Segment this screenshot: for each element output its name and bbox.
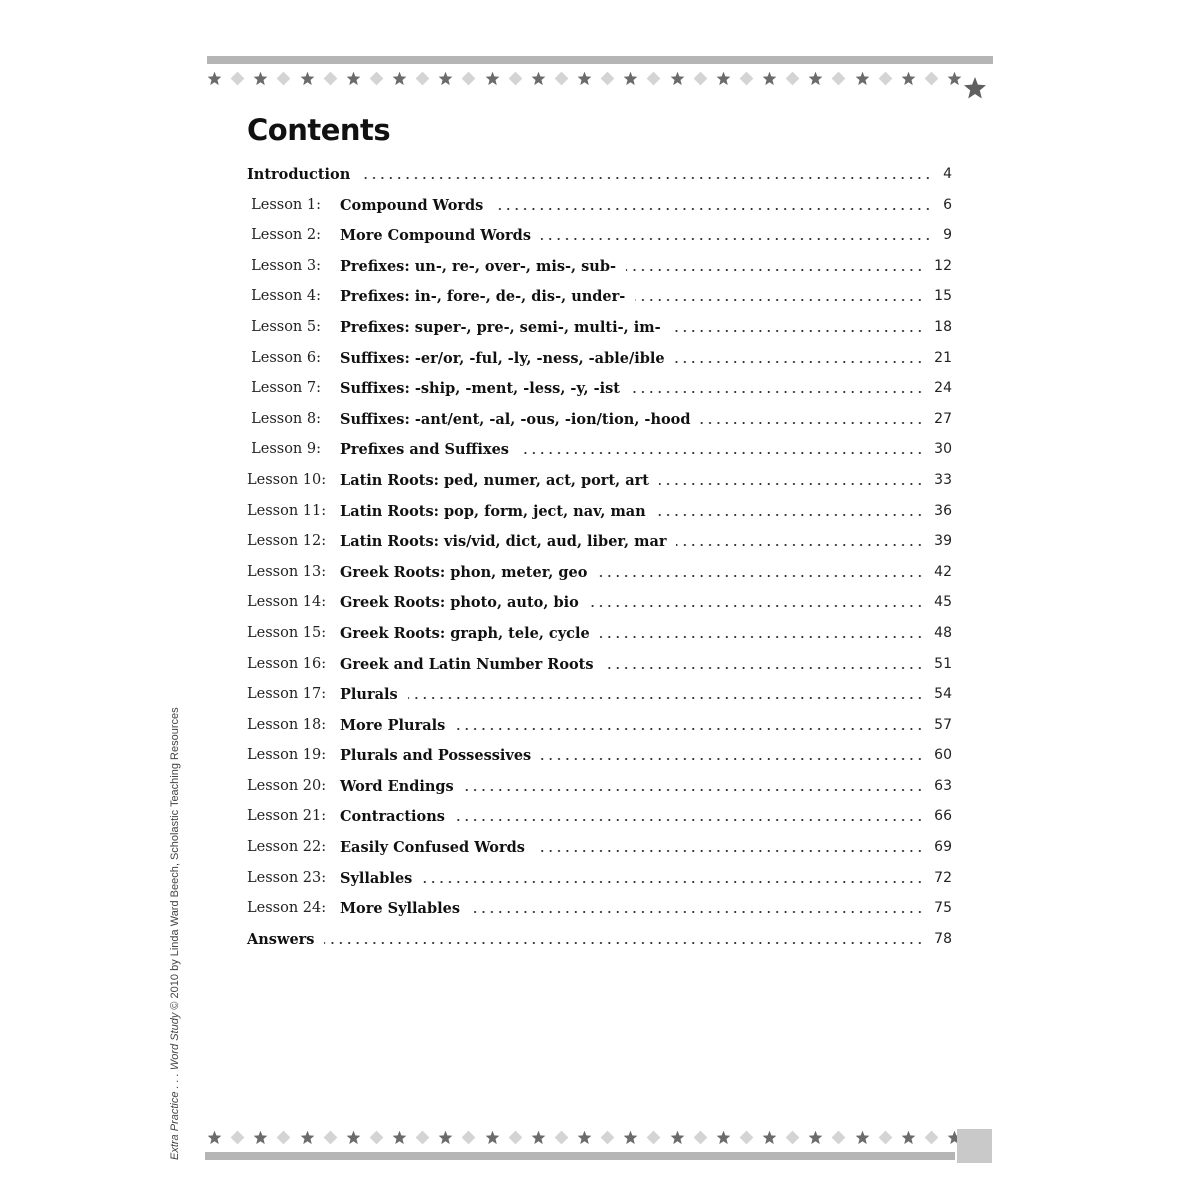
diamond-icon	[739, 1130, 754, 1145]
star-icon	[531, 1130, 546, 1145]
toc-entry-page: 33	[930, 472, 952, 488]
toc-entry-title: Prefixes and Suffixes	[340, 441, 515, 458]
lesson-number: Lesson 2:	[251, 227, 321, 244]
dot-leader	[659, 482, 924, 486]
lesson-number: Lesson 24:	[247, 900, 327, 917]
star-icon	[762, 71, 777, 86]
star-icon	[253, 71, 268, 86]
toc-entry-title: Latin Roots: vis/vid, dict, aud, liber, mar	[340, 533, 672, 550]
toc-entry-title: Answers	[247, 931, 320, 948]
diamond-icon	[693, 1130, 708, 1145]
toc-entry-title: Plurals and Possessives	[340, 747, 537, 764]
toc-entry-page: 48	[930, 625, 952, 641]
copyright-credit	[169, 707, 181, 1160]
star-icon	[207, 71, 222, 86]
toc-entry-title: Suffixes: -er/or, -ful, -ly, -ness, -able/ible	[340, 350, 671, 367]
lesson-number: Lesson 23:	[247, 869, 327, 886]
diamond-icon	[646, 1130, 661, 1145]
toc-entry-lesson	[247, 374, 952, 405]
diamond-icon	[831, 71, 846, 86]
star-icon	[623, 71, 638, 86]
dot-leader	[597, 574, 924, 578]
toc-entry-title: Prefixes: un-, re-, over-, mis-, sub-	[340, 258, 622, 275]
dot-leader	[604, 666, 924, 670]
toc-entry-lesson	[247, 619, 952, 650]
toc-entry-lesson	[247, 497, 952, 528]
diamond-icon	[600, 71, 615, 86]
toc-entry-page: 24	[930, 380, 952, 396]
dot-leader	[675, 360, 924, 364]
toc-entry-lesson	[247, 435, 952, 466]
dot-leader	[671, 329, 924, 333]
top-star-border	[207, 67, 962, 89]
star-icon	[392, 71, 407, 86]
star-icon	[762, 1130, 777, 1145]
toc-entry-page: 72	[930, 870, 952, 886]
lesson-number: Lesson 8:	[251, 410, 321, 427]
dot-leader	[324, 941, 924, 945]
diamond-icon	[785, 71, 800, 86]
dot-leader	[630, 390, 924, 394]
toc-entry-title: Prefixes: super-, pre-, semi-, multi-, im-	[340, 319, 667, 336]
toc-entry-page: 18	[930, 319, 952, 335]
diamond-icon	[461, 1130, 476, 1145]
dot-leader	[635, 298, 924, 302]
toc-entry-lesson	[247, 864, 952, 895]
diamond-icon	[831, 1130, 846, 1145]
toc-entry-page: 45	[930, 594, 952, 610]
diamond-icon	[554, 71, 569, 86]
star-icon	[253, 1130, 268, 1145]
lesson-number: Lesson 4:	[251, 288, 321, 305]
dot-leader	[455, 818, 924, 822]
toc-entry-title: Greek Roots: phon, meter, geo	[340, 564, 593, 581]
diamond-icon	[415, 1130, 430, 1145]
star-icon	[716, 1130, 731, 1145]
toc-entry-title: Word Endings	[340, 778, 460, 795]
toc-entry-lesson	[247, 191, 952, 222]
diamond-icon	[600, 1130, 615, 1145]
credit-rest: © 2010 by Linda Ward Beech, Scholastic Teaching Resources	[169, 707, 181, 1013]
star-icon	[392, 1130, 407, 1145]
diamond-icon	[878, 71, 893, 86]
star-icon	[300, 1130, 315, 1145]
dot-leader	[541, 237, 932, 241]
diamond-icon	[415, 71, 430, 86]
toc-entry-page: 6	[939, 197, 952, 213]
dot-leader	[626, 268, 924, 272]
toc-entry-lesson	[247, 802, 952, 833]
toc-entry-title: Introduction	[247, 166, 356, 183]
dot-leader	[422, 880, 924, 884]
toc-entry-lesson	[247, 680, 952, 711]
lesson-number: Lesson 14:	[247, 594, 327, 611]
lesson-number: Lesson 22:	[247, 839, 327, 856]
toc-entry-lesson	[247, 313, 952, 344]
toc-entry-lesson	[247, 894, 952, 925]
star-icon	[855, 1130, 870, 1145]
toc-entry-title: Latin Roots: pop, form, ject, nav, man	[340, 503, 652, 520]
lesson-number: Lesson 13:	[247, 563, 327, 580]
toc-entry-lesson	[247, 282, 952, 313]
star-icon	[716, 71, 731, 86]
toc-entry-page: 75	[930, 900, 952, 916]
star-icon	[438, 1130, 453, 1145]
toc-entry-lesson	[247, 558, 952, 589]
toc-entry-lesson	[247, 650, 952, 681]
diamond-icon	[323, 71, 338, 86]
star-icon	[623, 1130, 638, 1145]
toc-entry-page: 63	[930, 778, 952, 794]
toc-entry-lesson	[247, 711, 952, 742]
star-icon	[855, 71, 870, 86]
toc-entry-title: Prefixes: in-, fore-, de-, dis-, under-	[340, 288, 631, 305]
dot-leader	[455, 727, 924, 731]
star-icon	[207, 1130, 222, 1145]
dot-leader	[464, 788, 924, 792]
lesson-number: Lesson 18:	[247, 716, 327, 733]
toc-entry-title: More Syllables	[340, 900, 466, 917]
toc-entry-lesson	[247, 252, 952, 283]
lesson-number: Lesson 6:	[251, 349, 321, 366]
toc-entry-page: 69	[930, 839, 952, 855]
toc-entry-page: 36	[930, 503, 952, 519]
diamond-icon	[785, 1130, 800, 1145]
toc-entry-page: 54	[930, 686, 952, 702]
star-icon	[808, 71, 823, 86]
lesson-number: Lesson 17:	[247, 686, 327, 703]
corner-star-icon	[963, 76, 987, 100]
toc-entry-page: 39	[930, 533, 952, 549]
diamond-icon	[554, 1130, 569, 1145]
toc-entry-page: 15	[930, 288, 952, 304]
bottom-rule	[205, 1152, 955, 1160]
toc-entry-lesson	[247, 344, 952, 375]
toc-entry-title: Suffixes: -ant/ent, -al, -ous, -ion/tion, -hood	[340, 411, 696, 428]
toc-entry-title: Greek Roots: photo, auto, bio	[340, 594, 585, 611]
toc-entry-page: 4	[939, 166, 952, 182]
toc-entry-title: Greek and Latin Number Roots	[340, 656, 600, 673]
dot-leader	[541, 757, 924, 761]
star-icon	[438, 71, 453, 86]
diamond-icon	[369, 71, 384, 86]
toc-entry-lesson	[247, 772, 952, 803]
toc-entry-title: Plurals	[340, 686, 404, 703]
toc-entry-page: 9	[939, 227, 952, 243]
diamond-icon	[369, 1130, 384, 1145]
lesson-number: Lesson 3:	[251, 257, 321, 274]
dot-leader	[656, 513, 924, 517]
star-icon	[808, 1130, 823, 1145]
page-title: Contents	[247, 113, 391, 147]
dot-leader	[470, 910, 924, 914]
star-icon	[901, 1130, 916, 1145]
diamond-icon	[276, 1130, 291, 1145]
star-icon	[901, 71, 916, 86]
toc-entry-page: 12	[930, 258, 952, 274]
lesson-number: Lesson 10:	[247, 471, 327, 488]
toc-entry-title: Easily Confused Words	[340, 839, 531, 856]
lesson-number: Lesson 12:	[247, 533, 327, 550]
toc-entry-title: Greek Roots: graph, tele, cycle	[340, 625, 596, 642]
lesson-number: Lesson 16:	[247, 655, 327, 672]
toc-entry-page: 42	[930, 564, 952, 580]
diamond-icon	[924, 1130, 939, 1145]
toc-entry-page: 66	[930, 808, 952, 824]
lesson-number: Lesson 11:	[247, 502, 327, 519]
toc-entry-title: Syllables	[340, 870, 418, 887]
toc-entry-title: Suffixes: -ship, -ment, -less, -y, -ist	[340, 380, 626, 397]
star-icon	[577, 1130, 592, 1145]
diamond-icon	[230, 71, 245, 86]
lesson-number: Lesson 19:	[247, 747, 327, 764]
dot-leader	[676, 543, 924, 547]
diamond-icon	[739, 71, 754, 86]
lesson-number: Lesson 9:	[251, 441, 321, 458]
dot-leader	[535, 849, 924, 853]
dot-leader	[700, 421, 924, 425]
diamond-icon	[693, 71, 708, 86]
star-icon	[670, 1130, 685, 1145]
diamond-icon	[461, 71, 476, 86]
toc-entry-lesson	[247, 588, 952, 619]
star-icon	[485, 71, 500, 86]
diamond-icon	[230, 1130, 245, 1145]
toc-entry-page: 27	[930, 411, 952, 427]
diamond-icon	[508, 1130, 523, 1145]
credit-book-title: Extra Practice . . . Word Study	[169, 1012, 181, 1160]
diamond-icon	[878, 1130, 893, 1145]
toc-entry-lesson	[247, 833, 952, 864]
star-icon	[346, 71, 361, 86]
toc-entry-answers	[247, 925, 952, 956]
top-rule	[207, 56, 993, 64]
toc-entry-page: 21	[930, 350, 952, 366]
toc-entry-lesson	[247, 405, 952, 436]
diamond-icon	[276, 71, 291, 86]
dot-leader	[589, 604, 924, 608]
dot-leader	[519, 451, 924, 455]
star-icon	[346, 1130, 361, 1145]
toc-entry-title: Compound Words	[340, 197, 489, 214]
toc-entry-lesson	[247, 221, 952, 252]
lesson-number: Lesson 15:	[247, 624, 327, 641]
dot-leader	[360, 176, 932, 180]
dot-leader	[408, 696, 924, 700]
star-icon	[670, 71, 685, 86]
toc-entry-lesson	[247, 741, 952, 772]
toc-entry-page: 57	[930, 717, 952, 733]
lesson-number: Lesson 20:	[247, 777, 327, 794]
star-icon	[577, 71, 592, 86]
lesson-number: Lesson 5:	[251, 318, 321, 335]
diamond-icon	[323, 1130, 338, 1145]
toc-entry-page: 30	[930, 441, 952, 457]
star-icon	[947, 71, 962, 86]
page-tab	[957, 1129, 992, 1163]
dot-leader	[600, 635, 924, 639]
toc-entry-page: 51	[930, 656, 952, 672]
toc-entry-lesson	[247, 527, 952, 558]
bottom-star-border	[207, 1126, 962, 1148]
diamond-icon	[508, 71, 523, 86]
diamond-icon	[646, 71, 661, 86]
table-of-contents	[247, 160, 952, 955]
toc-entry-introduction	[247, 160, 952, 191]
toc-entry-title: More Compound Words	[340, 227, 537, 244]
toc-entry-title: Latin Roots: ped, numer, act, port, art	[340, 472, 655, 489]
lesson-number: Lesson 7:	[251, 380, 321, 397]
lesson-number: Lesson 21:	[247, 808, 327, 825]
dot-leader	[493, 207, 932, 211]
toc-entry-page: 60	[930, 747, 952, 763]
lesson-number: Lesson 1:	[251, 196, 321, 213]
star-icon	[531, 71, 546, 86]
star-icon	[300, 71, 315, 86]
toc-entry-title: Contractions	[340, 808, 451, 825]
star-icon	[485, 1130, 500, 1145]
toc-entry-title: More Plurals	[340, 717, 451, 734]
diamond-icon	[924, 71, 939, 86]
toc-entry-lesson	[247, 466, 952, 497]
toc-entry-page: 78	[930, 931, 952, 947]
